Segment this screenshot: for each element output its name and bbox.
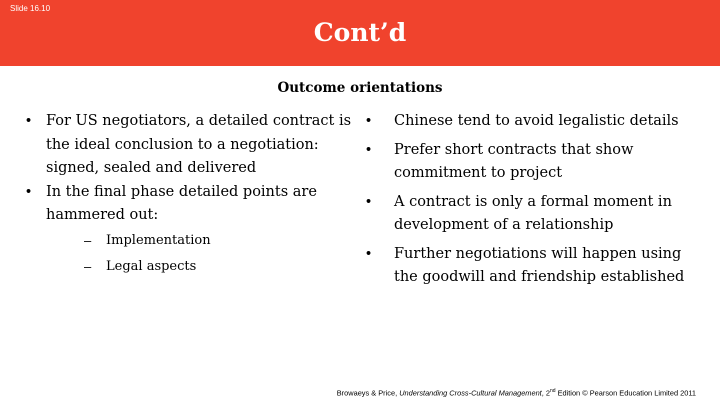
- footer-authors: Browaeys & Price,: [336, 388, 400, 398]
- left-sub-bullet-2: – Legal aspects: [46, 254, 354, 280]
- slide-title: Cont’d: [313, 18, 407, 47]
- footer-citation: [337, 388, 696, 397]
- left-bullet-2: [24, 181, 354, 280]
- left-sub-list: [46, 228, 354, 280]
- left-bullet-1: • For US negotiators, a detailed contract is the ideal conclusion to a negotiation: signed, sealed and delivered: [24, 110, 354, 181]
- slide-subtitle: Outcome orientations: [277, 80, 443, 96]
- right-bullet-list: [362, 110, 698, 290]
- left-bullet-2-text: In the final phase detailed points are hammered out:: [46, 183, 317, 223]
- slide-number: Slide 16.10: [10, 4, 51, 13]
- right-bullet-3: • A contract is only a formal moment in development of a relationship: [362, 191, 698, 238]
- left-column: [24, 110, 354, 280]
- footer-edition-suffix: nd: [549, 388, 556, 394]
- footer-edition-number: , 2: [541, 388, 550, 398]
- left-sub-bullet-1: – Implementation: [46, 228, 354, 254]
- right-bullet-4: • Further negotiations will happen using the goodwill and friendship established: [362, 243, 698, 290]
- footer-book-title: Understanding Cross-Cultural Management: [399, 388, 542, 398]
- left-bullet-list: [24, 110, 354, 280]
- right-bullet-1: • Chinese tend to avoid legalistic details: [362, 110, 698, 134]
- header-bar: [0, 0, 720, 66]
- footer-publisher: Edition © Pearson Education Limited 2011: [555, 388, 696, 398]
- right-bullet-2: • Prefer short contracts that show commitment to project: [362, 139, 698, 186]
- right-column: [362, 110, 698, 295]
